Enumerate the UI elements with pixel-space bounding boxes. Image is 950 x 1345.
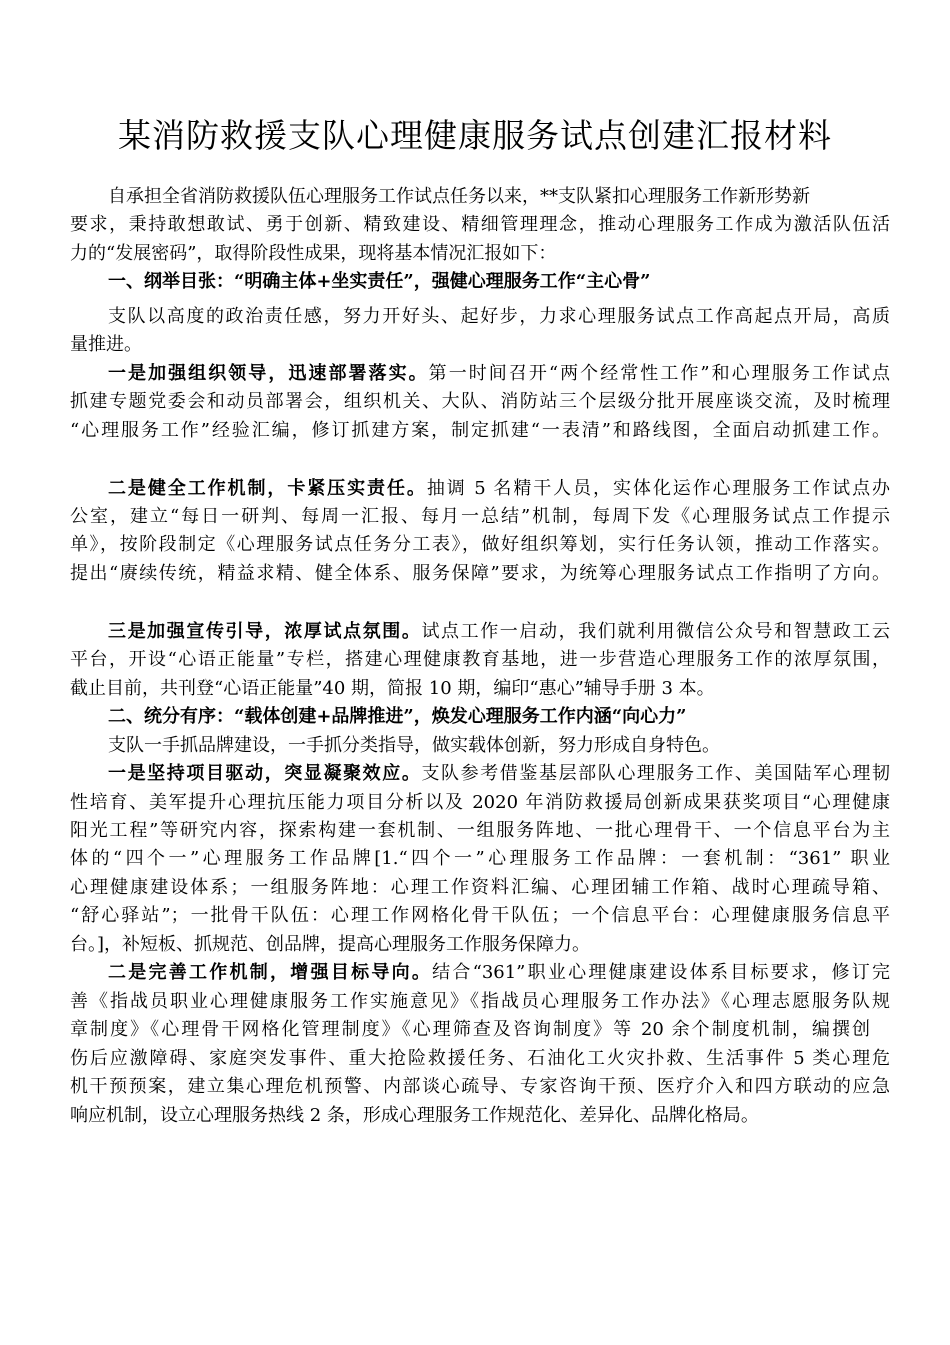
paragraph-first-line <box>108 475 890 503</box>
body-line: 平台，开设“心语正能量”专栏，搭建心理健康教育基地，进一步营造心理服务工作的浓厚氛围， <box>70 649 890 670</box>
body-line: 性培育、美军提升心理抗压能力项目分析以及 2020 年消防救援局创新成果获奖项目“心理健康 <box>70 792 890 813</box>
paragraph-lead: 三是加强宣传引导，浓厚试点氛围。 <box>108 621 422 642</box>
body-line: 台。]，补短板、抓规范、创品牌，提高心理服务工作服务保障力。 <box>70 934 591 955</box>
paragraph-lead: 一是加强组织领导，迅速部署落实。 <box>108 363 429 384</box>
body-line: 支队一手抓品牌建设，一手抓分类指导，做实载体创新，努力形成自身特色。 <box>108 735 720 756</box>
paragraph-text: 抽调 5 名精干人员，实体化运作心理服务工作试点办 <box>426 478 890 499</box>
paragraph-first-line <box>108 618 890 646</box>
paragraph-text: 试点工作一启动，我们就利用微信公众号和智慧政工云 <box>421 621 890 642</box>
paragraph-text: 结合“361”职业心理健康建设体系目标要求，修订完 <box>432 962 890 983</box>
body-line: 单》，按阶段制定《心理服务试点任务分工表》，做好组织筹划，实行任务认领，推动工作落实。 <box>70 534 890 555</box>
body-line: 章制度》《心理骨干网格化管理制度》《心理筛查及咨询制度》等 20 余个制度机制，编撰创 <box>70 1019 870 1040</box>
body-line: “舒心驿站”；一批骨干队伍：心理工作网格化骨干队伍；一个信息平台：心理健康服务信息平 <box>70 905 890 926</box>
body-line: “心理服务工作”经验汇编，修订抓建方案，制定抓建“一表清”和路线图，全面启动抓建工作。 <box>70 420 890 441</box>
body-line: 公室，建立“每日一研判、每周一汇报、每月一总结”机制，每周下发《心理服务试点工作提示 <box>70 506 890 527</box>
body-line: 截止目前，共刊登“心语正能量”40 期，简报 10 期，编印“惠心”辅导手册 3 本。 <box>70 678 715 699</box>
body-line: 体的“四个一”心理服务工作品牌[1.“四个一”心理服务工作品牌：一套机制：“361” 职业 <box>70 848 890 869</box>
section-heading-1: 一、纲举目张：“明确主体+坐实责任”，强健心理服务工作“主心骨” <box>108 271 651 292</box>
body-line: 伤后应激障碍、家庭突发事件、重大抢险救援任务、石油化工火灾扑救、生活事件 5 类心理危 <box>70 1048 890 1069</box>
body-line: 机干预预案，建立集心理危机预警、内部谈心疏导、专家咨询干预、医疗介入和四方联动的应急 <box>70 1076 890 1097</box>
paragraph-first-line <box>108 959 890 987</box>
body-line: 要求，秉持敢想敢试、勇于创新、精致建设、精细管理理念，推动心理服务工作成为激活队伍活 <box>70 214 890 235</box>
body-line: 心理健康建设体系；一组服务阵地：心理工作资料汇编、心理团辅工作箱、战时心理疏导箱、 <box>70 877 890 898</box>
body-line: 善《指战员职业心理健康服务工作实施意见》《指战员心理服务工作办法》《心理志愿服务队规 <box>70 991 890 1012</box>
paragraph-lead: 一是坚持项目驱动，突显凝聚效应。 <box>108 763 422 784</box>
body-line: 支队以高度的政治责任感，努力开好头、起好步，力求心理服务试点工作高起点开局，高质 <box>108 306 890 327</box>
body-line: 提出“赓续传统，精益求精、健全体系、服务保障”要求，为统筹心理服务试点工作指明了方向。 <box>70 563 890 584</box>
body-line: 自承担全省消防救援队伍心理服务工作试点任务以来，**支队紧扣心理服务工作新形势新 <box>108 186 810 207</box>
paragraph-text: 支队参考借鉴基层部队心理服务工作、美国陆军心理韧 <box>421 763 890 784</box>
paragraph-first-line <box>108 760 890 788</box>
body-line: 响应机制，设立心理服务热线 2 条，形成心理服务工作规范化、差异化、品牌化格局。 <box>70 1105 759 1126</box>
paragraph-first-line <box>108 360 890 388</box>
document-title: 某消防救援支队心理健康服务试点创建汇报材料 <box>118 116 832 155</box>
paragraph-lead: 二是健全工作机制，卡紧压实责任。 <box>108 478 427 499</box>
section-heading-2: 二、统分有序：“载体创建+品牌推进”，焕发心理服务工作内涵“向心力” <box>108 706 687 727</box>
paragraph-text: 第一时间召开“两个经常性工作”和心理服务工作试点 <box>428 363 890 384</box>
body-line: 阳光工程”等研究内容，探索构建一套机制、一组服务阵地、一批心理骨干、一个信息平台为主 <box>70 820 890 841</box>
paragraph-lead: 二是完善工作机制，增强目标导向。 <box>108 962 433 983</box>
body-line: 力的“发展密码”，取得阶段性成果，现将基本情况汇报如下： <box>70 243 557 264</box>
body-line: 抓建专题党委会和动员部署会，组织机关、大队、消防站三个层级分批开展座谈交流，及时梳理 <box>70 391 890 412</box>
body-line: 量推进。 <box>70 334 142 355</box>
